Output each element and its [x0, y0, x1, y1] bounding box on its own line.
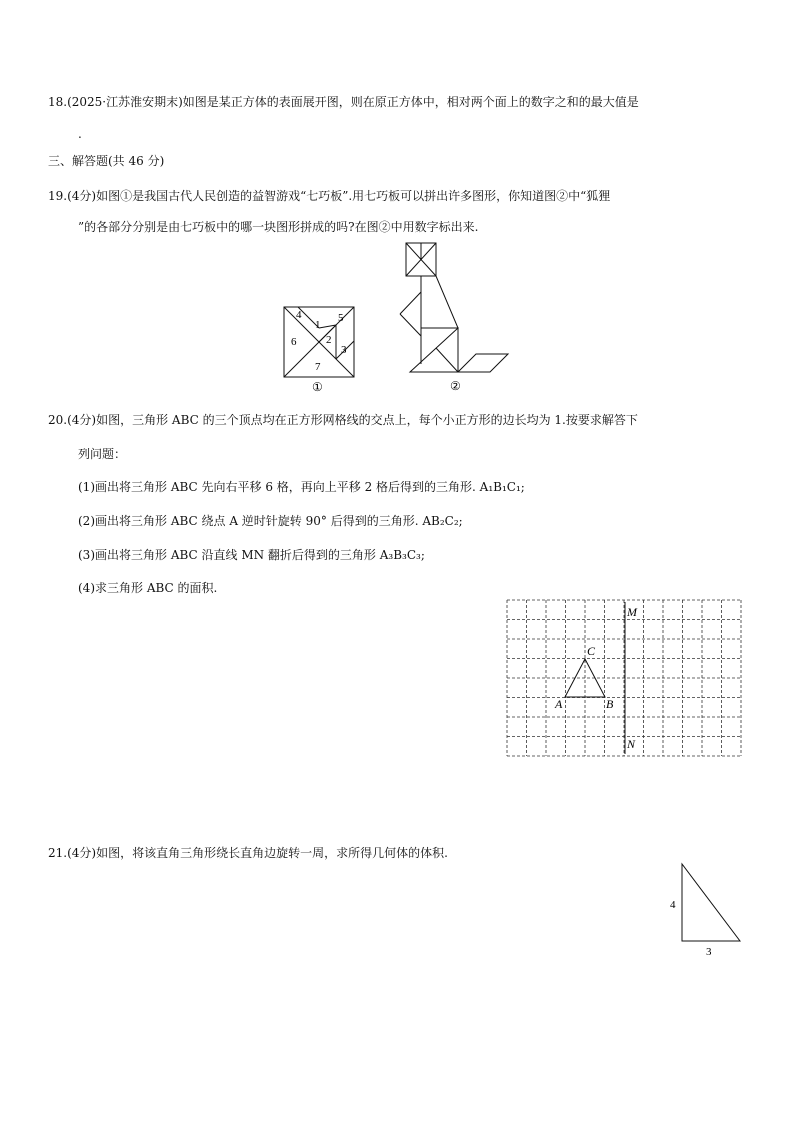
label-m: M	[627, 605, 637, 619]
piece-label-6: 6	[291, 336, 297, 348]
label-a: A	[555, 697, 563, 711]
piece-label-3: 3	[341, 344, 347, 356]
piece-label-1: 1	[315, 319, 321, 331]
piece-label-5: 5	[338, 312, 344, 324]
q20-item-2: (2)画出将三角形 ABC 绕点 A 逆时针旋转 90° 后得到的三角形. AB₂C₂;	[78, 514, 463, 528]
piece-label-2: 2	[326, 334, 332, 346]
side-label-vertical: 4	[670, 899, 676, 911]
q19-text-line2: ”的各部分分别是由七巧板中的哪一块图形拼成的吗?在图②中用数字标出来.	[78, 220, 479, 234]
piece-label-7: 7	[315, 361, 321, 373]
tangram-fox-figure	[396, 240, 514, 395]
q21-text: 21.(4分)如图，将该直角三角形绕长直角边旋转一周，求所得几何体的体积.	[48, 846, 448, 860]
label-n: N	[627, 737, 636, 751]
figure-1-caption: ①	[312, 380, 323, 393]
piece-label-4: 4	[296, 309, 302, 321]
section-heading: 三、解答题(共 46 分)	[48, 154, 165, 168]
q20-text-line1: 20.(4分)如图，三角形 ABC 的三个顶点均在正方形网格线的交点上，每个小正方形的边长均为 1.按要求解答下	[48, 413, 638, 427]
q20-item-3: (3)画出将三角形 ABC 沿直线 MN 翻折后得到的三角形 A₃B₃C₃;	[78, 548, 425, 562]
side-label-horizontal: 3	[706, 946, 712, 958]
label-b: B	[606, 697, 614, 711]
q18-text: 18.(2025·江苏淮安期末)如图是某正方体的表面展开图，则在原正方体中，相对两个面上的数字之和的最大值是	[48, 95, 639, 109]
square-grid-figure	[505, 598, 747, 758]
figure-2-caption: ②	[450, 379, 461, 393]
q20-item-4: (4)求三角形 ABC 的面积.	[78, 581, 218, 595]
q18-blank-period: .	[78, 127, 82, 141]
q20-text-line2: 列问题：	[78, 447, 127, 461]
q20-item-1: (1)画出将三角形 ABC 先向右平移 6 格，再向上平移 2 格后得到的三角形. A₁B₁C₁;	[78, 480, 525, 494]
right-triangle-figure	[666, 860, 746, 960]
q19-text-line1: 19.(4分)如图①是我国古代人民创造的益智游戏“七巧板”.用七巧板可以拼出许多图形，你知道图②中“狐狸	[48, 189, 611, 203]
tangram-square-figure	[282, 305, 356, 393]
label-c: C	[587, 644, 596, 658]
right-triangle	[682, 864, 740, 941]
